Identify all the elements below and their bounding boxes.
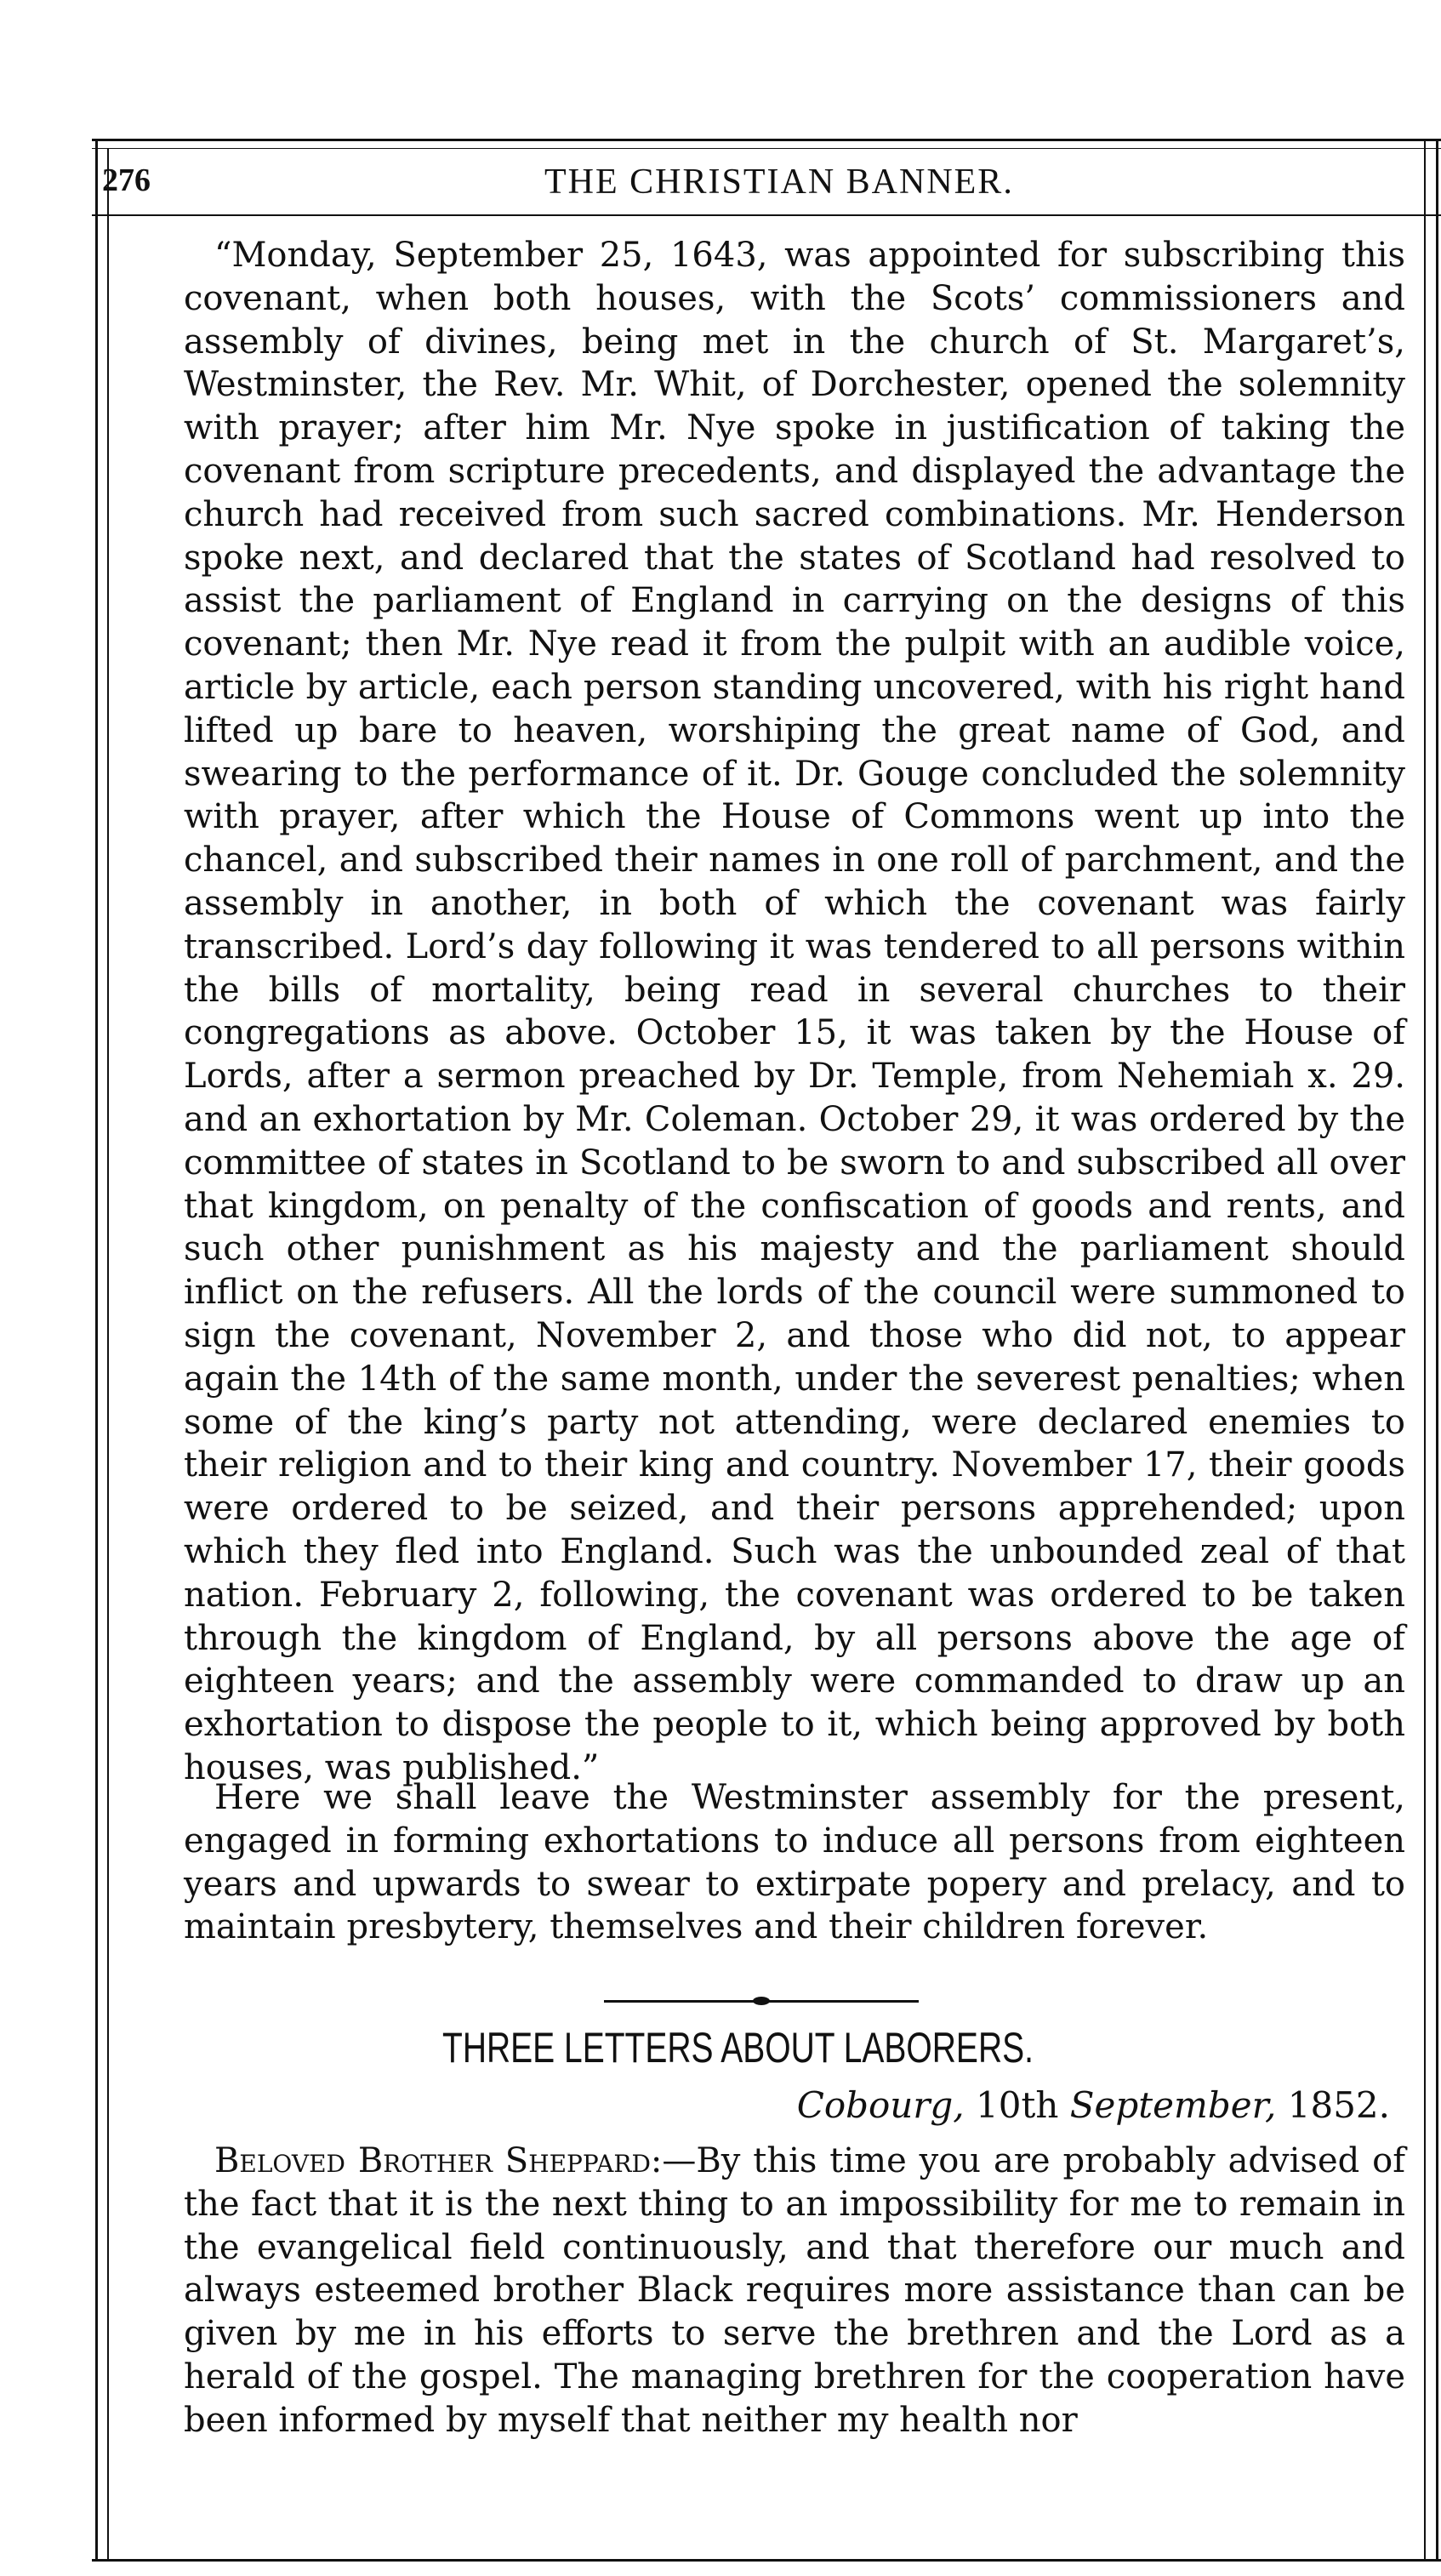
right-inner-border-line [1424,139,1426,2562]
top-border-rule [92,139,1441,141]
covenant-quotation-paragraph: “Monday, September 25, 1643, was appointed for subscribing this covenant, when both houses, with the Scots’ commissioners and assembly of divines, being met in the church of St. Margaret’s, Westminster, the Rev. Mr. Whit, of Dorchester, opened the solemnity with prayer; after him Mr. Nye spoke in justification of taking the covenant from scripture precedents, and displayed the advantage the church had received from such sacred combinations. Mr. Henderson spoke next, and declared that the states of Scotland had resolved to assist the parliament of England in carrying on the designs of this covenant; then Mr. Nye read it from the pulpit with an audible voice, article by article, each person standing uncovered, with his right hand lifted up bare to heaven, worshiping the great name of God, and swearing to the performance of it. Dr. Gouge concluded the solemnity with prayer, after which the House of Commons went up into the chancel, and subscribed their names in one roll of parchment, and the assembly in another, in both of which the covenant was fairly transcribed. Lord’s day following it was tendered to all persons within the bills of mortality, being read in several churches to their congregations as above. October 15, it was taken by the House of Lords, after a sermon preached by Dr. Temple, from Nehemiah x. 29. and an exhortation by Mr. Coleman. October 29, it was ordered by the committee of states in Scotland to be sworn to and subscribed all over that kingdom, on penalty of the confiscation of goods and rents, and such other punishment as his majesty and the parliament should inflict on the refusers. All the lords of the council were summoned to sign the covenant, November 2, and those who did not, to appear again the 14th of the same month, under the severest penalties; when some of the king’s party not attending, were declared enemies to their religion and to their king and country. November 17, their goods were ordered to be seized, and their persons apprehended; upon which they fled into England. Such was the unbounded zeal of that nation. February 2, following, the covenant was ordered to be taken through the kingdom of England, by all persons above the age of eighteen years; and the assembly were commanded to draw up an exhortation to dispose the people to it, which being approved by both houses, was published.” [184,236,1405,1787]
page-number: 276 [102,162,151,198]
article-title: THREE LETTERS ABOUT LABORERS. [442,2024,1034,2072]
top-inner-rule [92,148,1441,149]
dateline-place: Cobourg, [796,2084,965,2126]
bottom-border-rule [92,2559,1441,2562]
left-inner-border-line [107,148,109,2559]
letter-paragraph [184,2140,1405,2442]
divider-ornament [753,1997,770,2005]
letter-salutation: Beloved Brother Sheppard: [214,2141,663,2180]
dateline-day: 10th [976,2084,1059,2126]
header-rule [92,214,1441,216]
dateline-month: September, [1069,2084,1277,2126]
right-border-line [1436,139,1438,2562]
dateline-year: 1852. [1287,2084,1390,2126]
running-head-title: THE CHRISTIAN BANNER. [544,162,1014,202]
closing-paragraph: Here we shall leave the Westminster assembly for the present, engaged in forming exhortations to induce all persons from eighteen years and upwards to swear to extirpate popery and prelacy, and to maintain presbytery, themselves and their children forever. [184,1778,1405,1947]
letter-text: —By this time you are probably advised of the fact that it is the next thing to an impossibility for me to remain in the evangelical field continuously, and that therefore our much and always esteemed brother Black requires more assistance than can be given by me in his efforts to serve the brethren and the Lord as a herald of the gospel. The managing brethren for the cooperation have been informed by myself that neither my health nor [184,2141,1405,2440]
letter-dateline [797,2084,1390,2126]
section-divider [604,1995,919,2007]
left-border-line [95,139,98,2562]
